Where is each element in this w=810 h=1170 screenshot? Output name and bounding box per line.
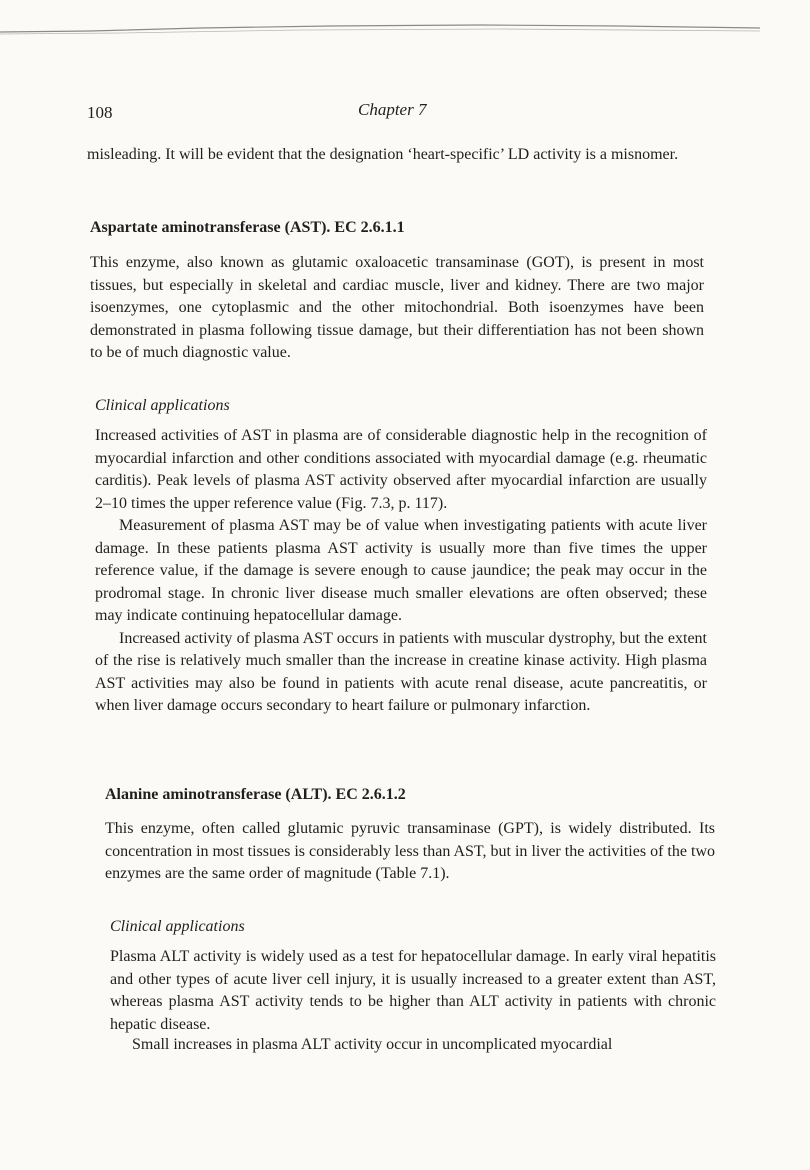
alt-cut-line: Small increases in plasma ALT activity occur in uncomplicated myocardial xyxy=(132,1036,613,1053)
ast-heading: Aspartate aminotransferase (AST). EC 2.6.1.1 xyxy=(90,219,405,236)
ast-paragraph: This enzyme, also known as glutamic oxaloacetic transaminase (GOT), is present in most tissues, but especially in skeletal and cardiac muscle, liver and kidney. There are two major isoenzymes, one cytoplasmic and the other mitochondrial. Both isoenzymes have been demonstrated in plasma following tissue damage, but their differentiation has not been shown to be of much diagnostic value. xyxy=(90,254,704,361)
top-rule xyxy=(0,22,760,36)
alt-description xyxy=(105,818,715,886)
ast-clinical-heading: Clinical applications xyxy=(95,397,230,414)
intro-paragraph xyxy=(87,144,702,167)
ast-clinical-paragraph-1: Increased activities of AST in plasma are of considerable diagnostic help in the recognition of myocardial infarction and other conditions associated with myocardial damage (e.g. rheumatic carditis). Peak levels of plasma AST activity observed after myocardial infarction are usually 2–10 times the upper reference value (Fig. 7.3, p. 117). xyxy=(95,427,707,512)
ast-clinical-paragraph-3: Increased activity of plasma AST occurs in patients with muscular dystrophy, but the extent of the rise is relatively much smaller than the increase in creatine kinase activity. High plasma AST activities may also be found in patients with acute renal disease, acute pancreatitis, or when liver damage occurs secondary to heart failure or pulmonary infarction. xyxy=(95,629,707,714)
ast-description xyxy=(90,252,704,365)
page-number: 108 xyxy=(87,103,113,122)
alt-clinical-heading: Clinical applications xyxy=(110,918,245,935)
alt-clinical-body xyxy=(110,946,716,1036)
ast-clinical-body xyxy=(95,425,707,718)
chapter-title: Chapter 7 xyxy=(358,100,427,119)
alt-paragraph: This enzyme, often called glutamic pyruvic transaminase (GPT), is widely distributed. Its concentration in most tissues is considerably less than AST, but in liver the activities of the two enzymes are the same order of magnitude (Table 7.1). xyxy=(105,820,715,882)
alt-heading: Alanine aminotransferase (ALT). EC 2.6.1.2 xyxy=(105,786,406,803)
ast-clinical-paragraph-2: Measurement of plasma AST may be of value when investigating patients with acute liver damage. In these patients plasma AST activity is usually more than five times the upper reference value, if the damage is severe enough to cause jaundice; the peak may occur in the prodromal stage. In chronic liver disease much smaller elevations are often observed; these may indicate continuing hepatocellular damage. xyxy=(95,517,707,624)
alt-clinical-paragraph: Plasma ALT activity is widely used as a test for hepatocellular damage. In early viral hepatitis and other types of acute liver cell injury, it is usually increased to a greater extent than AST, whereas plasma AST activity tends to be higher than ALT activity in patients with chronic hepatic disease. xyxy=(110,948,716,1033)
intro-text: misleading. It will be evident that the designation ‘heart-specific’ LD activity is a misnomer. xyxy=(87,146,679,163)
